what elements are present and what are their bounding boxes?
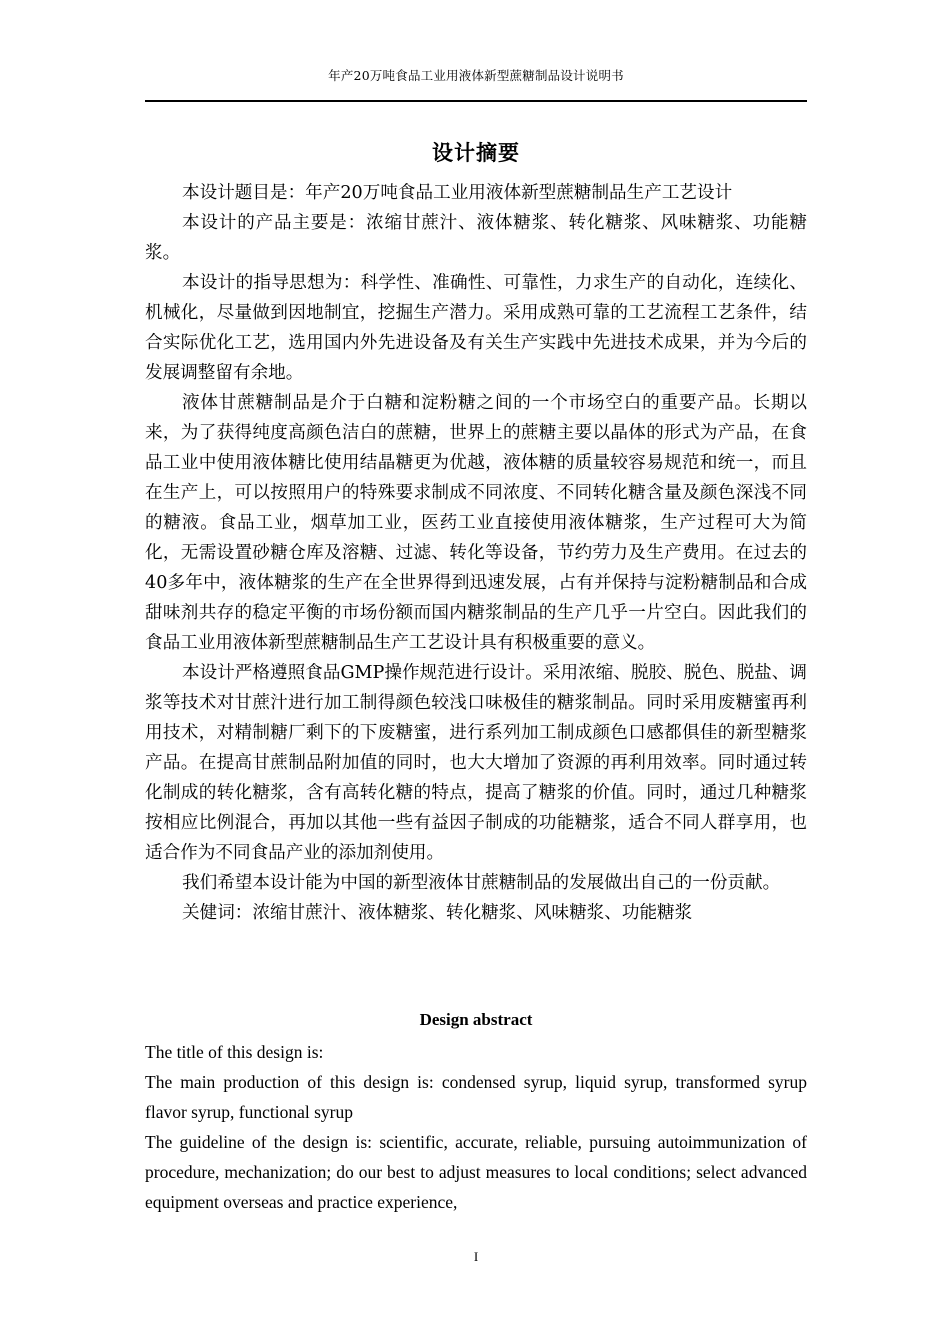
en-paragraph-products: The main production of this design is: condensed syrup, liquid syrup, transformed syrup flavor syrup, functional syrup <box>145 1072 807 1122</box>
cn-keywords: 关健词：浓缩甘蔗汁、液体糖浆、转化糖浆、风味糖浆、功能糖浆 <box>182 903 693 923</box>
chinese-abstract <box>145 178 807 928</box>
header-rule <box>145 100 807 102</box>
cn-paragraph-method: 本设计严格遵照食品GMP操作规范进行设计。采用浓缩、脱胶、脱色、脱盐、调浆等技术对甘蔗汁进行加工制得颜色较浅口味极佳的糖浆制品。同时采用废糖蜜再利用技术，对精制糖厂剩下的下废糖蜜，进行系列加工制成颜色口感都俱佳的新型糖浆产品。在提高甘蔗制品附加值的同时，也大大增加了资源的再利用效率。同时通过转化制成的转化糖浆，含有高转化糖的特点，提高了糖浆的价值。同时，通过几种糖浆按相应比例混合，再加以其他一些有益因子制成的功能糖浆，适合不同人群享用，也适合作为不同食品产业的添加剂使用。 <box>145 663 807 863</box>
cn-paragraph-guideline: 本设计的指导思想为：科学性、准确性、可靠性，力求生产的自动化，连续化、机械化，尽量做到因地制宜，挖掘生产潜力。采用成熟可靠的工艺流程工艺条件，结合实际优化工艺，选用国内外先进设备及有关生产实践中先进技术成果，并为今后的发展调整留有余地。 <box>145 273 807 383</box>
running-header: 年产20万吨食品工业用液体新型蔗糖制品设计说明书 <box>328 68 624 83</box>
english-abstract-title: Design abstract <box>419 1010 533 1029</box>
cn-paragraph-products: 本设计的产品主要是：浓缩甘蔗汁、液体糖浆、转化糖浆、风味糖浆、功能糖浆。 <box>145 213 807 263</box>
cn-paragraph-background: 液体甘蔗糖制品是介于白糖和淀粉糖之间的一个市场空白的重要产品。长期以来，为了获得纯度高颜色洁白的蔗糖，世界上的蔗糖主要以晶体的形式为产品，在食品工业中使用液体糖比使用结晶糖更为优越，液体糖的质量较容易规范和统一，而且在生产上，可以按照用户的特殊要求制成不同浓度、不同转化糖含量及颜色深浅不同的糖液。食品工业，烟草加工业，医药工业直接使用液体糖浆，生产过程可大为简化，无需设置砂糖仓库及溶糖、过滤、转化等设备，节约劳力及生产费用。在过去的40多年中，液体糖浆的生产在全世界得到迅速发展，占有并保持与淀粉糖制品和合成甜味剂共存的稳定平衡的市场份额而国内糖浆制品的生产几乎一片空白。因此我们的食品工业用液体新型蔗糖制品生产工艺设计具有积极重要的意义。 <box>145 393 807 653</box>
en-paragraph-title: The title of this design is: <box>145 1042 324 1062</box>
en-paragraph-guideline: The guideline of the design is: scientific, accurate, reliable, pursuing autoimmunization of procedure, mechanization; do our best to adjust measures to local conditions; select advanced equipment overseas and practice experience, <box>145 1132 807 1212</box>
cn-paragraph-hope: 我们希望本设计能为中国的新型液体甘蔗糖制品的发展做出自己的一份贡献。 <box>182 873 781 893</box>
page-title: 设计摘要 <box>432 140 520 165</box>
cn-paragraph-topic: 本设计题目是：年产20万吨食品工业用液体新型蔗糖制品生产工艺设计 <box>182 183 733 203</box>
english-abstract <box>145 1037 807 1217</box>
page-number: I <box>473 1249 479 1264</box>
